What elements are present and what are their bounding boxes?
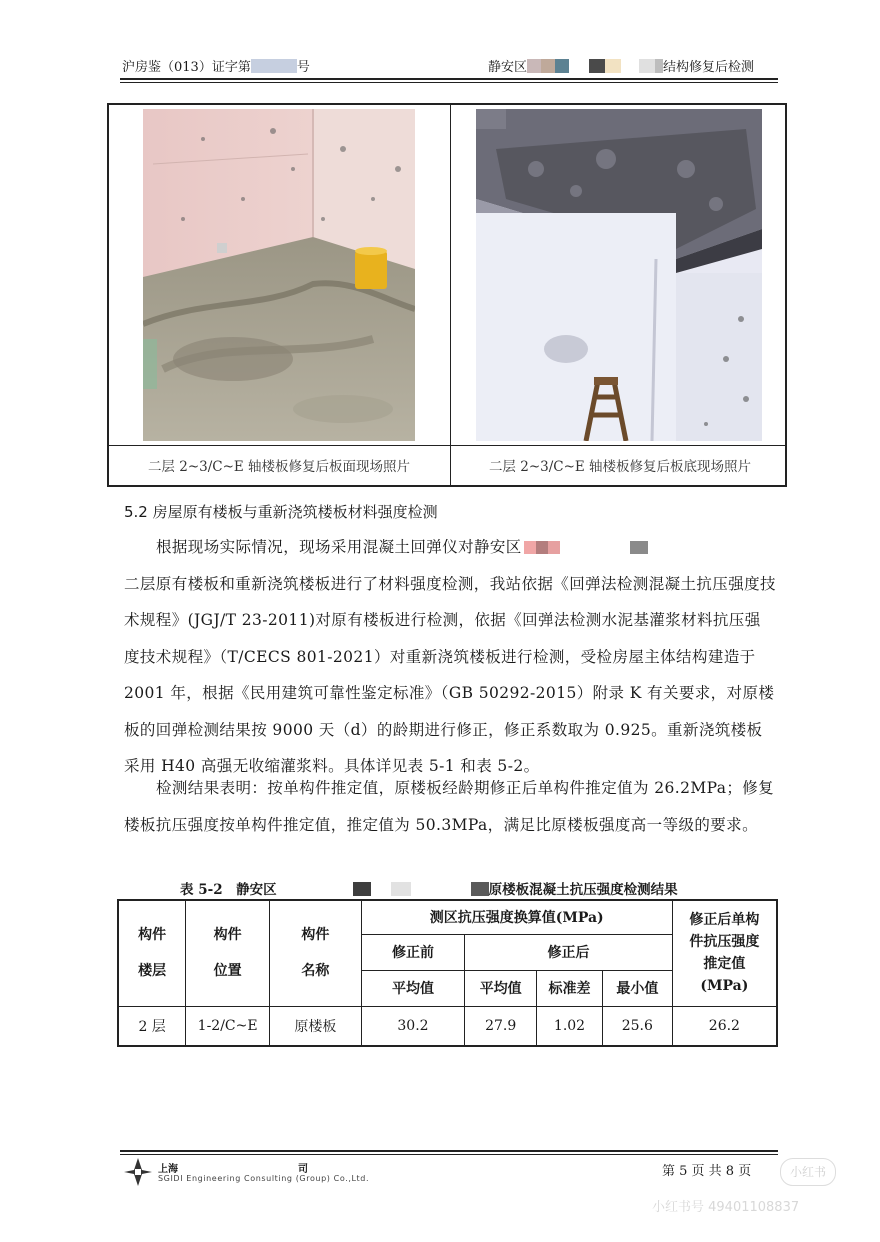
company-name-prefix: 上海 xyxy=(158,1164,178,1175)
photo-table xyxy=(107,103,787,487)
header-cell: 平均值 xyxy=(361,970,465,1006)
header-rule xyxy=(120,78,778,80)
slab-bottom-photo xyxy=(476,109,762,441)
header-text: 件抗压强度 xyxy=(689,934,760,951)
header-cell: 修正前 xyxy=(361,934,465,970)
paragraph-method-line1: 根据现场实际情况，现场采用混凝土回弹仪对静安区 xyxy=(156,538,522,556)
photo-table-divider xyxy=(109,445,785,446)
cell-min: 25.6 xyxy=(602,1006,672,1046)
section-title: 5.2 房屋原有楼板与重新浇筑楼板材料强度检测 xyxy=(124,503,438,521)
company-name-suffix: 司 xyxy=(298,1164,308,1175)
redaction-block xyxy=(536,541,548,554)
redaction-block xyxy=(589,59,605,73)
header-text: 修正后单构 xyxy=(689,912,760,929)
redaction-block xyxy=(560,541,630,554)
header-text: 构件 xyxy=(138,927,167,944)
cell-position: 1-2/C~E xyxy=(186,1006,270,1046)
paragraph-method-body: 二层原有楼板和重新浇筑楼板进行了材料强度检测，我站依据《回弹法检测混凝土抗压强度技术规程》(JGJ/T 23-2011)对原有楼板进行检测，依据《回弹法检测水泥基灌浆材料抗压强度技术规程》（T/CECS 801-2021）对重新浇筑楼板进行检测，受检房屋主体结构建造于 2001 年，根据《民用建筑可靠性鉴定标准》（GB 50292-2015）附录 K 有关要求，对原楼板的回弹检测结果按 9000 天（d）的龄期进行修正，修正系数取为 0.925。重新浇筑楼板采用 H40 高强无收缩灌浆料。具体详见表 5-1 和表 5-2。 xyxy=(124,574,776,775)
header-cell: 标准差 xyxy=(537,970,603,1006)
footer-rule-thin xyxy=(120,1154,778,1155)
company-name-en: SGIDI Engineering Consulting (Group) Co.,Ltd. xyxy=(158,1174,370,1183)
report-title xyxy=(488,56,754,75)
left-photo-caption: 二层 2~3/C~E 轴楼板修复后板面现场照片 xyxy=(147,459,411,475)
paragraph-result xyxy=(124,770,776,843)
redaction-block xyxy=(178,1164,298,1174)
table-caption xyxy=(180,878,678,898)
footer-rule xyxy=(120,1150,778,1152)
redaction-block xyxy=(524,541,536,554)
redaction-block xyxy=(639,59,655,73)
cell-name: 原楼板 xyxy=(270,1006,362,1046)
company-name xyxy=(158,1160,308,1175)
company-logo-icon xyxy=(122,1156,154,1188)
redaction-block xyxy=(353,882,371,896)
watermark-badge: 小红书 xyxy=(780,1158,836,1186)
redaction-block xyxy=(391,882,411,896)
watermark-id: 小红书号 49401108837 xyxy=(652,1200,800,1215)
header-text: 推定值 xyxy=(703,956,746,973)
cell-floor: 2 层 xyxy=(118,1006,186,1046)
paragraph-result-body: 检测结果表明：按单构件推定值，原楼板经龄期修正后单构件推定值为 26.2MPa；修复楼板抗压强度按单构件推定值，推定值为 50.3MPa，满足比原楼板强度高一等级的要求。 xyxy=(124,779,775,834)
cell-std: 1.02 xyxy=(537,1006,603,1046)
cell-avg-before: 30.2 xyxy=(361,1006,465,1046)
right-photo-caption: 二层 2~3/C~E 轴楼板修复后板底现场照片 xyxy=(488,459,752,475)
page-header xyxy=(120,52,778,76)
redaction-block xyxy=(569,59,589,73)
redaction-block xyxy=(630,541,648,554)
redaction-block xyxy=(471,882,489,896)
header-cell xyxy=(186,900,270,1006)
strength-results-table xyxy=(117,899,778,1047)
header-text: 构件 xyxy=(301,927,330,944)
header-cell xyxy=(672,900,777,1006)
header-text: (MPa) xyxy=(700,978,749,995)
redaction-block xyxy=(605,59,621,73)
redaction-block xyxy=(277,882,353,896)
report-number xyxy=(122,56,310,75)
redaction-block xyxy=(411,882,471,896)
table-caption-suffix: 原楼板混凝土抗压强度检测结果 xyxy=(488,882,678,898)
header-text: 楼层 xyxy=(138,963,167,980)
header-text: 位置 xyxy=(213,963,242,980)
paragraph-method xyxy=(124,529,776,785)
slab-top-photo xyxy=(143,109,415,441)
redaction-block xyxy=(555,59,569,73)
table-caption-prefix: 表 5-2 静安区 xyxy=(180,882,277,898)
cell-avg-after: 27.9 xyxy=(465,1006,537,1046)
report-number-prefix: 沪房鉴（013）证字第 xyxy=(122,60,251,75)
header-cell xyxy=(118,900,186,1006)
redaction-block xyxy=(655,59,663,73)
redaction-block xyxy=(621,59,639,73)
header-cell: 测区抗压强度换算值(MPa) xyxy=(361,900,672,934)
table-row xyxy=(118,1006,777,1046)
redaction-block xyxy=(548,541,560,554)
header-text: 构件 xyxy=(213,927,242,944)
redaction-block xyxy=(527,59,541,73)
redaction-block xyxy=(541,59,555,73)
redaction-block xyxy=(251,59,297,73)
header-cell: 修正后 xyxy=(465,934,672,970)
header-cell xyxy=(270,900,362,1006)
report-number-suffix: 号 xyxy=(296,60,310,75)
header-rule-thin xyxy=(120,82,778,83)
report-title-suffix: 结构修复后检测 xyxy=(662,60,754,75)
report-title-prefix: 静安区 xyxy=(487,60,527,75)
redaction-block xyxy=(371,882,391,896)
header-cell: 最小值 xyxy=(602,970,672,1006)
photo-table-divider xyxy=(450,105,451,485)
page-number: 第 5 页 共 8 页 xyxy=(662,1164,752,1179)
cell-final: 26.2 xyxy=(672,1006,777,1046)
header-text: 名称 xyxy=(301,963,330,980)
header-cell: 平均值 xyxy=(465,970,537,1006)
